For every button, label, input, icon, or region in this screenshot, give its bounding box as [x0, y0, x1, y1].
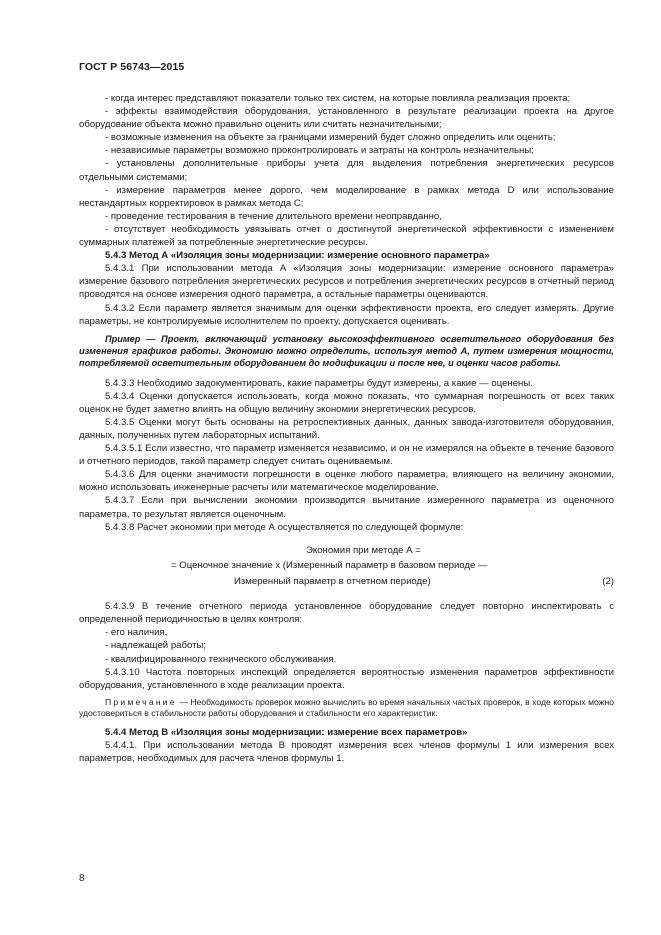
- list-item: - проведение тестирования в течение длительного времени неоправданно,: [105, 210, 442, 222]
- list-item: - эффекты взаимодействия оборудования, установленного в результате реализации проекта на другое оборудование объекта можно правильно оценить или считать незначительными;: [79, 106, 614, 131]
- list-item: - возможные изменения на объекте за границами измерений будет сложно определить или оценить;: [105, 132, 556, 144]
- list-item: - когда интерес представляют показатели только тех систем, на которые повлияла реализация проекта;: [105, 93, 571, 104]
- list-item: - измерение параметров менее дорого, чем моделирование в рамках метода D или использование нестандартных корректировок в рамках метода С;: [79, 184, 614, 209]
- formula-2: [79, 543, 614, 590]
- paragraph-5-4-3-10: 5.4.3.10 Частота повторных инспекций определяется вероятностью изменения параметров эффективности оборудования, установленного в ходе реализации проекта.: [79, 666, 614, 691]
- example-lead: Пример —: [105, 333, 156, 344]
- paragraph-5-4-3-5-1: 5.4.3.5.1 Если известно, что параметр изменяется независимо, и он не измерялся на объекте в течение базового и отчетного периодов, такой параметр следует считать оцениваемым.: [79, 443, 614, 468]
- paragraph-5-4-3-1: 5.4.3.1 При использовании метода А «Изоляция зоны модернизации: измерение основного параметра» измерение базового потребления энергетических ресурсов и потребления энергетических ресурсов в отчетный период проводятся на основе измерения одного параметра, а остальные параметры оцениваются.: [79, 263, 614, 301]
- formula-line-2: = Оценочное значение х (Измеренный параметр в базовом периоде —: [171, 560, 488, 572]
- document-body: [79, 92, 614, 765]
- paragraph-5-4-3-8: 5.4.3.8 Расчет экономии при методе А осуществляется по следующей формуле:: [105, 521, 464, 533]
- note: [79, 697, 614, 720]
- paragraph-5-4-3-7: 5.4.3.7 Если при вычислении экономии производится вычитание измеренного параметра из оценочного параметра, то результат является оценочным.: [79, 495, 614, 520]
- list-item: - независимые параметры возможно проконтролировать и затраты на контроль незначительны;: [105, 145, 534, 157]
- section-heading-5-4-3: 5.4.3 Метод А «Изоляция зоны модернизации: измерение основного параметра»: [105, 250, 490, 262]
- formula-number: (2): [602, 575, 614, 587]
- list-item: - отсутствует необходимость увязывать отчет о достигнутой энергетической эффективности с изменением суммарных платежей за потребленные энергетические ресурсы.: [79, 223, 614, 249]
- paragraph-5-4-3-2: 5.4.3.2 Если параметр является значимым для оценки эффективности проекта, его следует измерять. Другие параметры, не контролируемые исполнителем по проекту, допускается оценивать.: [79, 302, 614, 327]
- list-item: - надлежащей работы;: [105, 640, 207, 652]
- list-item: - его наличия,: [105, 627, 168, 639]
- example-text: Проект, включающий установку высокоэффективного осветительного оборудования без изменения графиков работы. Экономию можно определить, используя метод А, путем измерения мощности, потребляемой осветительным оборудованием до модификации и после нее, и оценки часов работы.: [79, 333, 614, 369]
- document-header: ГОСТ Р 56743—2015: [79, 61, 185, 73]
- list-item: - квалифицированного технического обслуживания.: [105, 653, 337, 665]
- paragraph-5-4-4-1: 5.4.4.1. При использовании метода В проводят измерения всех членов формулы 1 или измерения всех параметров, необходимых для расчета членов формулы 1.: [79, 739, 614, 765]
- paragraph-5-4-3-9: 5.4.3.9 В течение отчетного периода установленное оборудование следует повторно инспектировать с определенной периодичностью в целях контроля:: [79, 601, 614, 626]
- note-label: Примечание: [105, 696, 177, 707]
- paragraph-5-4-3-4: 5.4.3.4 Оценки допускается использовать, когда можно показать, что суммарная погрешность от всех таких оценок не будет заметно влиять на общую величину экономии энергетических ресурсов.: [79, 390, 614, 415]
- note-text: — Необходимость проверок можно вычислить во время начальных частых проверок, в ходе которых можно удостовериться в стабильности работы оборудования и стабильности его характеристик.: [79, 696, 614, 719]
- example-paragraph: [79, 333, 614, 370]
- page-number: 8: [79, 873, 85, 884]
- paragraph-5-4-3-3: 5.4.3.3 Необходимо задокументировать, какие параметры будут измерены, а какие — оценены.: [105, 377, 533, 389]
- formula-line-1: Экономия при методе А =: [306, 544, 421, 556]
- formula-line-3: Измеренный параметр в отчетном периоде): [234, 575, 431, 587]
- paragraph-5-4-3-5: 5.4.3.5 Оценки могут быть основаны на ретроспективных данных, данных завода-изготовителя оборудования, данных, полученных путем лабораторных испытаний.: [79, 416, 614, 441]
- list-item: - установлены дополнительные приборы учета для выделения потребления энергетических ресурсов отдельными системами;: [79, 158, 614, 183]
- paragraph-5-4-3-6: 5.4.3.6 Для оценки значимости погрешности в оценке любого параметра, влияющего на величину экономии, можно использовать инженерные расчеты или математическое моделирование.: [79, 469, 614, 494]
- section-heading-5-4-4: 5.4.4 Метод В «Изоляция зоны модернизации: измерение всех параметров»: [105, 726, 468, 738]
- formula-line-3-wrap: [79, 574, 614, 590]
